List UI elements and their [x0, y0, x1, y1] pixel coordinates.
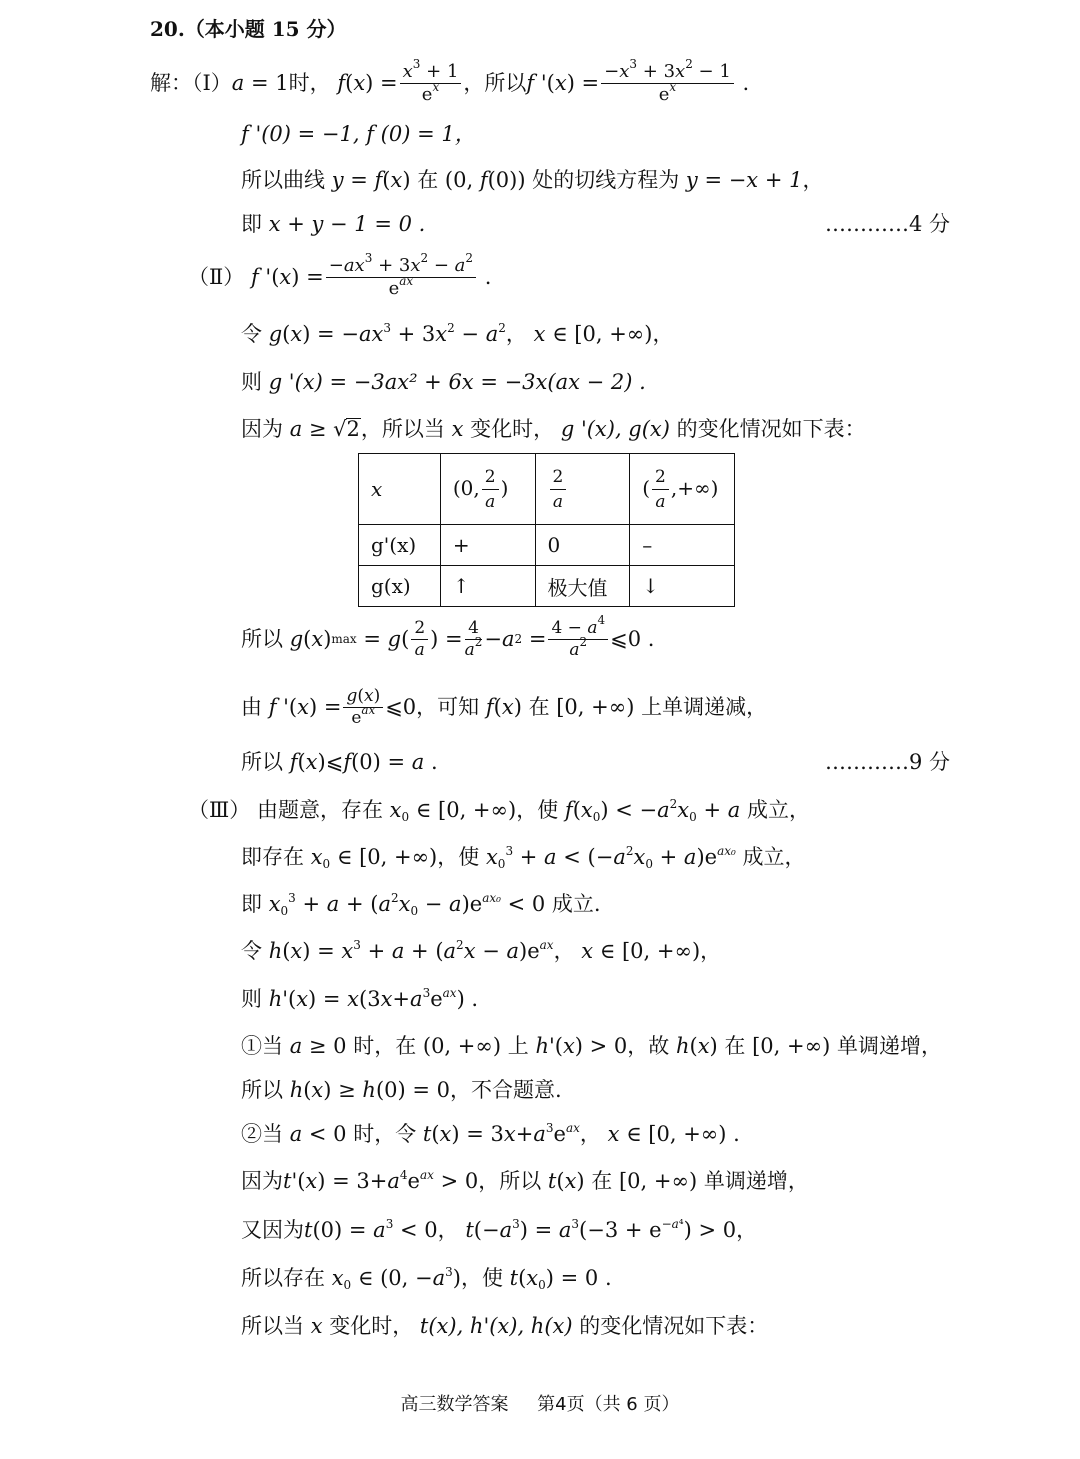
frac-den: a — [655, 491, 666, 512]
g-derivative — [241, 372, 646, 393]
because-prefix: 因为 — [241, 417, 283, 441]
t-values-line: 又因为$t(0) = a^3 < 0$， $t(-a^3) = a^3(-3 + e^{-a^4}) > 0$， — [241, 1217, 758, 1242]
part3-line2: 即存在 $x_0$ ∈ [0, +∞)，使 $x_0^3 + a < (-a^2x_0 + a)e^{ax_0}$ 成立， — [241, 844, 806, 871]
table-row — [359, 454, 735, 525]
know-end: 上单调递减， — [641, 694, 768, 719]
part3-l2-end: 成立， — [742, 845, 806, 869]
frac-num: 2 — [550, 467, 567, 490]
frac-num: 2 — [482, 467, 499, 490]
exists-line: 所以存在 $x_0$ ∈ (0, $-a^3$)，使 $t(x_0) = 0$ . — [241, 1265, 612, 1292]
bound-line: 所以 f(x)⩽f(0) = a . — [241, 750, 438, 774]
result-equation: x + y − 1 = 0 . — [268, 212, 426, 236]
t-also: 又因为 — [241, 1218, 304, 1242]
case1-so-end: ，不合题意. — [450, 1078, 562, 1102]
case1-line: ①当 a ≥ 0 时，在 (0, +∞) 上 h'(x) > 0，故 h(x) 在 [0, +∞) 单调递增， — [241, 1034, 942, 1058]
last-end: 的变化情况如下表： — [579, 1314, 769, 1338]
t-because-in: 在 — [591, 1169, 613, 1193]
part3-h-def: 令 $h(x) = x^3 + a + (a^2x - a)e^{ax}$， x ∈ [0, +∞)， — [241, 938, 722, 963]
table-row — [359, 525, 735, 566]
part3-l3-prefix: 即 — [241, 892, 262, 916]
know-mid: 在 — [528, 694, 550, 719]
part1-when: 时， — [288, 70, 331, 95]
score-4: …………4 分 — [825, 212, 951, 236]
frac-den: a — [552, 491, 564, 512]
part3-l3-end: 成立. — [551, 892, 601, 916]
case1-c: ，故 — [627, 1034, 670, 1058]
variation-table — [358, 453, 735, 607]
score-9: …………9 分 — [825, 750, 951, 774]
case2-line: ②当 a < 0 时，令 $t(x) = 3x+a^3e^{ax}$， x ∈ [0, +∞) . — [241, 1121, 740, 1146]
part3-h-deriv: 则 $h'(x) = x(3x+a^3e^{ax})$ . — [241, 986, 479, 1011]
problem-header: 20.（本小题 15 分） — [150, 17, 347, 41]
because-end: 变化时， — [470, 417, 555, 441]
part3-ling: 令 — [241, 939, 262, 963]
table-cell: ↓ — [630, 566, 735, 607]
case1-prefix: ①当 — [241, 1034, 283, 1058]
table-cell: + — [440, 525, 535, 566]
you-label: 由 — [241, 694, 262, 719]
table-cell-gprime-label: g'(x) — [359, 525, 441, 566]
tangent-end: 处的切线方程为 — [532, 168, 680, 192]
because-mid: ，所以当 — [360, 417, 445, 441]
so-bound-label: 所以 — [241, 750, 283, 774]
part1-label: 解：（Ⅰ） — [150, 70, 232, 95]
g-definition: 令 $g(x) = -ax^3 + 3x^2 - a^2$， x ∈ [0, +∞)， — [241, 321, 674, 346]
page-footer — [0, 1390, 1080, 1416]
interval-open: (0, — [452, 475, 480, 500]
interval-close: ,+∞) — [670, 475, 719, 500]
result-line — [241, 214, 425, 235]
fx-fraction: $\frac{x^3 + 1}{e^x}$ — [400, 63, 462, 104]
last-prefix: 所以当 — [241, 1314, 304, 1338]
table-cell-g-label: g(x) — [359, 566, 441, 607]
part3-l1-mid: ，使 — [516, 798, 559, 822]
result-prefix: 即 — [241, 212, 262, 236]
ze-label: 则 — [241, 370, 262, 394]
part3-line3: 即 $x_0^3 + a + (a^2x_0 - a)e^{ax_0} < 0$ 成立. — [241, 891, 601, 918]
f0-line: f '(0) = −1, f (0) = 1， — [241, 122, 476, 146]
interval-open: ( — [642, 475, 651, 500]
because-tail: 的变化情况如下表： — [676, 417, 866, 441]
table-cell: 0 — [535, 525, 630, 566]
part1-so: ，所以 — [463, 70, 527, 95]
because-line: 因为 a ≥ √2，所以当 x 变化时， g '(x), g(x) 的变化情况如下表： — [241, 417, 866, 441]
case1-so: 所以 — [241, 1078, 283, 1102]
tangent-equation: y = −x + 1 — [685, 168, 803, 192]
because-funcs: g '(x), g(x) — [560, 417, 670, 441]
frac-num: 2 — [652, 467, 669, 490]
t-because-end: 单调递增， — [703, 1169, 809, 1193]
frac-den: a — [485, 491, 496, 512]
t-because: 因为 — [241, 1169, 283, 1193]
fprime-fraction: $\frac{-x^3 + 3x^2 - 1}{e^x}$ — [601, 63, 734, 104]
tangent-line: 所以曲线 y = f(x) 在 (0, f(0)) 处的切线方程为 y = −x + 1， — [241, 168, 824, 192]
table-cell-decreasing-interval — [630, 454, 735, 525]
case1-e: 单调递增， — [836, 1034, 942, 1058]
so-max-label: 所以 — [241, 626, 283, 651]
exists-mid: ，使 — [460, 1266, 503, 1290]
g-derivative-expr: g '(x) = −3ax² + 6x = −3x(ax − 2) . — [268, 370, 646, 394]
tangent-mid: 在 — [417, 168, 439, 192]
t-because-so: ，所以 — [478, 1169, 542, 1193]
table-cell: – — [630, 525, 735, 566]
part3-l1-prefix: 由题意，存在 — [256, 798, 383, 822]
case2-a: 时，令 — [353, 1122, 417, 1146]
tangent-prefix: 所以曲线 — [241, 168, 325, 192]
table-cell: ↑ — [440, 566, 535, 607]
part2-label: （Ⅱ） — [188, 264, 245, 289]
case2-prefix: ②当 — [241, 1122, 283, 1146]
part3-l2-prefix: 即存在 — [241, 845, 304, 869]
part3-l2-mid: ，使 — [437, 845, 480, 869]
table-cell-increasing-interval — [440, 454, 535, 525]
part3-line1: （Ⅲ） 由题意，存在 $x_0$ ∈ [0, +∞)，使 $f(x_0) < -a^2x_0 + a$ 成立， — [188, 797, 810, 824]
part1-line1: 解：（Ⅰ） a = 1 时， f ( x ) = $\frac{x^3 + 1}{e^x}$ ，所以 f '( x ) = $\frac{-x^3 + 3x^2 - 1}{e^x}$ . — [150, 56, 750, 105]
table-cell-critical-point — [535, 454, 630, 525]
part3-ze: 则 — [241, 987, 262, 1011]
t-monotone-line: 因为$t'(x) = 3+a^4e^{ax} > 0$，所以 t(x) 在 [0, +∞) 单调递增， — [241, 1168, 809, 1193]
part3-label: （Ⅲ） — [188, 798, 251, 822]
monotone-line: 由 f '( x ) = $\frac{g(x)}{e^{ax}}$ ⩽0 ，可知 f ( x ) 在 [0, +∞) 上单调递减， — [241, 685, 768, 728]
gmax-line: 所以 g ( x ) max = g ( $\frac{2}{a}$ ) = $\frac{4}{a^2}$ − a 2 = $\frac{4 - a^4}{a^2}$ ⩽0 . — [241, 612, 655, 660]
footer-page: 第4页（共 6 页） — [537, 1394, 680, 1415]
part3-l1-end: 成立， — [746, 798, 810, 822]
last-funcs: t(x), h'(x), h(x) — [419, 1314, 573, 1338]
last-mid: 变化时， — [329, 1314, 414, 1338]
ling-label: 令 — [241, 322, 262, 346]
know-label: ，可知 — [416, 694, 480, 719]
part2-fprime-fraction: $\frac{-ax^3 + 3x^2 - a^2}{e^{ax}}$ — [326, 257, 476, 298]
footer-subject: 高三数学答案 — [400, 1394, 509, 1415]
case1-conclusion: 所以 h(x) ≥ h(0) = 0，不合题意. — [241, 1078, 562, 1102]
table-cell: 极大值 — [535, 566, 630, 607]
case1-d: 在 — [724, 1034, 746, 1058]
case1-b: 上 — [507, 1034, 529, 1058]
exists-prefix: 所以存在 — [241, 1266, 325, 1290]
table-cell-x: x — [359, 454, 441, 525]
table-row — [359, 566, 735, 607]
case1-a: 时，在 — [353, 1034, 417, 1058]
interval-close: ) — [500, 475, 509, 500]
part2-line1: （Ⅱ） f '( x ) = $\frac{-ax^3 + 3x^2 - a^2}{e^{ax}}$ . — [188, 250, 492, 299]
last-line: 所以当 x 变化时， t(x), h'(x), h(x) 的变化情况如下表： — [241, 1314, 769, 1338]
